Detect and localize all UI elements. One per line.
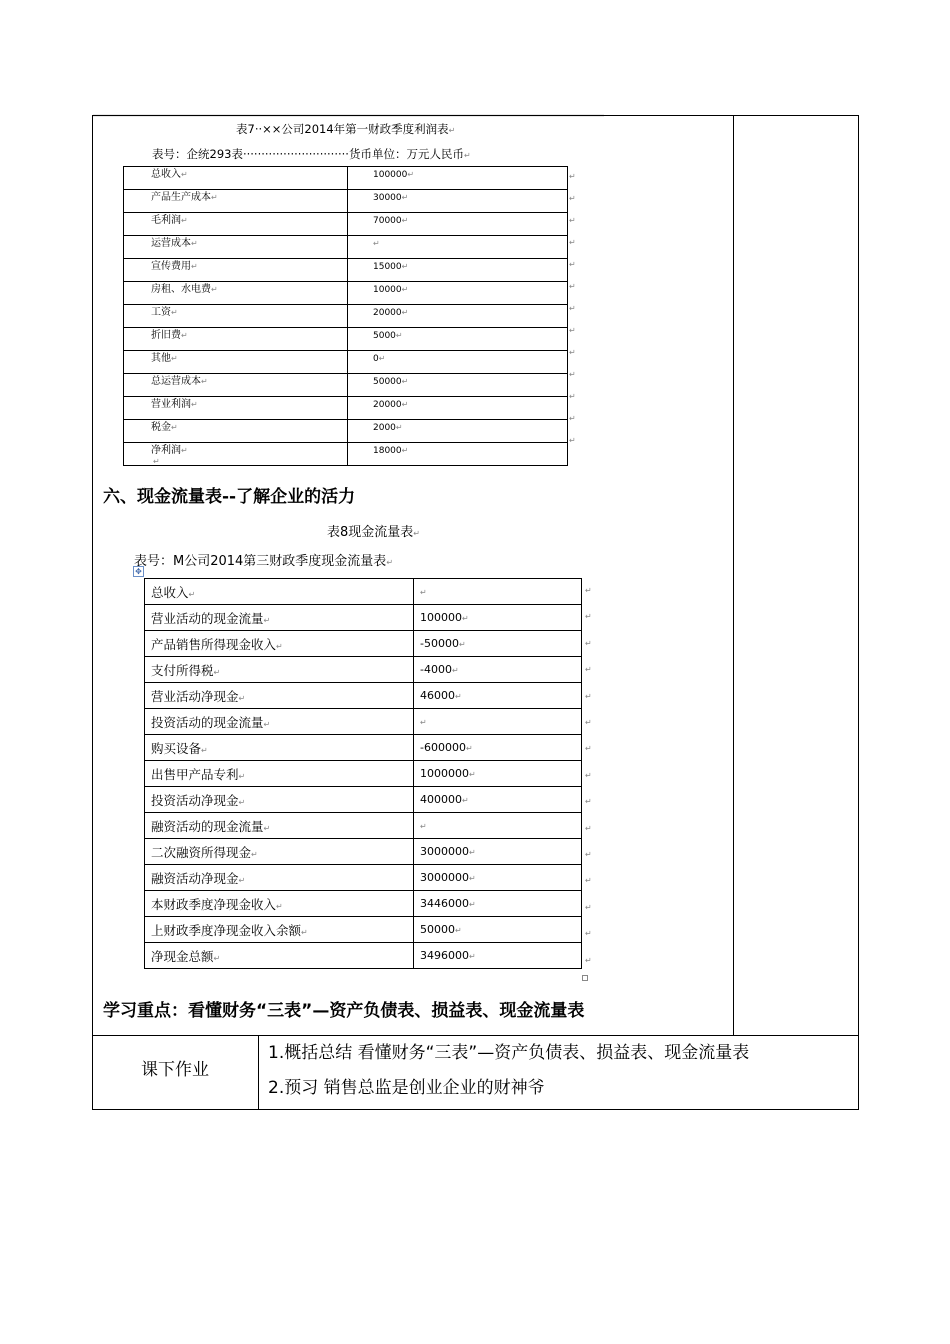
paragraph-mark: ↵	[153, 457, 160, 466]
cashflow-value: 100000	[420, 611, 462, 624]
cashflow-value-cell: -4000↵	[414, 657, 582, 683]
row-end-mark: ↵	[569, 370, 576, 379]
row-end-mark: ↵	[569, 436, 576, 445]
profit-value-cell: 2000↵	[348, 420, 568, 443]
row-end-mark: ↵	[585, 691, 592, 701]
profit-value-cell: ↵	[348, 236, 568, 259]
profit-label: 总收入	[151, 169, 181, 180]
row-end-mark: ↵	[569, 304, 576, 313]
table-row	[145, 605, 582, 631]
profit-label-cell: 净利润↵	[124, 443, 348, 466]
row-end-mark: ↵	[569, 260, 576, 269]
profit-label-cell: 工资↵	[124, 305, 348, 328]
row-end-mark: ↵	[585, 955, 592, 965]
table-resize-handle-icon[interactable]	[582, 975, 588, 981]
profit-value: 70000	[373, 216, 402, 226]
profit-label: 产品生产成本	[151, 192, 211, 203]
profit-value: 2000	[373, 423, 396, 433]
cashflow-label-cell: 二次融资所得现金↵	[145, 839, 414, 865]
frame-border-right	[858, 115, 859, 1110]
table-row	[145, 657, 582, 683]
profit-label-cell: 折旧费↵	[124, 328, 348, 351]
cashflow-label-cell: 上财政季度净现金收入余额↵	[145, 917, 414, 943]
row-end-mark: ↵	[569, 392, 576, 401]
cashflow-label-cell: 投资活动的现金流量↵	[145, 709, 414, 735]
profit-label: 折旧费	[151, 330, 181, 341]
section-heading: 六、现金流量表--了解企业的活力	[103, 487, 356, 507]
table-row	[124, 420, 568, 443]
cashflow-label: 净现金总额	[151, 948, 214, 964]
table-row	[145, 787, 582, 813]
cashflow-value: 3000000	[420, 871, 469, 884]
profit-value: 0	[373, 354, 379, 364]
profit-value: 100000	[373, 170, 408, 180]
row-end-mark: ↵	[569, 238, 576, 247]
cashflow-label-cell: 营业活动净现金↵	[145, 683, 414, 709]
table-row	[124, 397, 568, 420]
cashflow-value: 50000	[420, 923, 455, 936]
cashflow-value: 1000000	[420, 767, 469, 780]
table-row	[145, 943, 582, 969]
table-row	[145, 891, 582, 917]
profit-label: 总运营成本	[151, 376, 201, 387]
cashflow-label-cell: 购买设备↵	[145, 735, 414, 761]
profit-value-cell: 50000↵	[348, 374, 568, 397]
profit-value: 20000	[373, 400, 402, 410]
profit-label-cell: 税金↵	[124, 420, 348, 443]
table-row	[124, 328, 568, 351]
profit-value: 20000	[373, 308, 402, 318]
cashflow-value: -600000	[420, 741, 466, 754]
cashflow-label: 投资活动净现金	[151, 792, 239, 808]
row-end-mark: ↵	[569, 282, 576, 291]
profit-value-cell: 20000↵	[348, 305, 568, 328]
table8-title: 表8现金流量表↵	[327, 525, 420, 540]
cashflow-table	[144, 578, 582, 969]
cashflow-value-cell: -600000↵	[414, 735, 582, 761]
profit-label-cell: 总收入↵	[124, 167, 348, 190]
row-end-mark: ↵	[585, 850, 592, 859]
row-end-mark: ↵	[585, 823, 592, 833]
table-row	[124, 167, 568, 190]
profit-value-cell: 70000↵	[348, 213, 568, 236]
profit-value-cell: 15000↵	[348, 259, 568, 282]
table-row	[124, 351, 568, 374]
profit-value: 30000	[373, 193, 402, 203]
table-row	[145, 865, 582, 891]
homework-item: 2.预习 销售总监是创业企业的财神爷	[268, 1078, 545, 1098]
cashflow-value-cell: 3000000↵	[414, 865, 582, 891]
homework-item: 1.概括总结 看懂财务“三表”—资产负债表、损益表、现金流量表	[268, 1043, 750, 1063]
cashflow-value-cell: 3496000↵	[414, 943, 582, 969]
row-end-mark: ↵	[585, 638, 592, 648]
profit-value-cell: 0↵	[348, 351, 568, 374]
row-end-mark: ↵	[585, 902, 592, 912]
cashflow-value-cell: 400000↵	[414, 787, 582, 813]
cashflow-label: 上财政季度净现金收入余额	[151, 922, 302, 938]
frame-row-divider	[92, 1035, 859, 1036]
row-end-mark: ↵	[585, 665, 592, 675]
cashflow-value-cell: ↵	[414, 813, 582, 839]
table-row	[124, 305, 568, 328]
cashflow-label-cell: 融资活动净现金↵	[145, 865, 414, 891]
table-row	[145, 709, 582, 735]
table-row	[145, 813, 582, 839]
profit-label-cell: 产品生产成本↵	[124, 190, 348, 213]
table-row	[124, 236, 568, 259]
cashflow-value-cell: 1000000↵	[414, 761, 582, 787]
learning-focus: 学习重点：看懂财务“三表”—资产负债表、损益表、现金流量表	[103, 1001, 585, 1021]
profit-value: 10000	[373, 285, 402, 295]
cashflow-label: 支付所得税	[151, 662, 214, 678]
cashflow-value-cell: ↵	[414, 709, 582, 735]
row-end-mark: ↵	[585, 876, 592, 886]
profit-label-cell: 宣传费用↵	[124, 259, 348, 282]
cashflow-label: 投资活动的现金流量	[151, 714, 264, 730]
profit-value: 5000	[373, 331, 396, 341]
cashflow-label: 营业活动净现金	[151, 688, 239, 704]
cashflow-value-cell: 3446000↵	[414, 891, 582, 917]
profit-label-cell: 营业利润↵	[124, 397, 348, 420]
cashflow-value: 3446000	[420, 897, 469, 910]
table-row	[145, 579, 582, 605]
cashflow-label: 融资活动的现金流量	[151, 818, 264, 834]
cashflow-value: 3496000	[420, 949, 469, 962]
table-row	[124, 282, 568, 305]
profit-label: 税金	[151, 422, 171, 433]
cashflow-value-cell: ↵	[414, 579, 582, 605]
cashflow-label-cell: 营业活动的现金流量↵	[145, 605, 414, 631]
cashflow-value-cell: 100000↵	[414, 605, 582, 631]
row-end-mark: ↵	[585, 797, 592, 807]
cashflow-label-cell: 投资活动净现金↵	[145, 787, 414, 813]
profit-label: 宣传费用	[151, 261, 191, 272]
profit-value-cell: 10000↵	[348, 282, 568, 305]
row-end-mark: ↵	[569, 172, 576, 181]
row-end-mark: ↵	[585, 586, 592, 595]
homework-label: 课下作业	[141, 1060, 209, 1080]
cashflow-label: 营业活动的现金流量	[151, 610, 264, 626]
row-end-mark: ↵	[569, 216, 576, 225]
profit-label: 毛利润	[151, 215, 181, 226]
frame-border-bottom	[92, 1109, 859, 1110]
profit-value-cell: 5000↵	[348, 328, 568, 351]
cashflow-value: 46000	[420, 689, 455, 702]
cashflow-value-cell: 3000000↵	[414, 839, 582, 865]
row-end-mark: ↵	[585, 718, 592, 727]
profit-label-cell: 其他↵	[124, 351, 348, 374]
profit-label: 工资	[151, 307, 171, 318]
table-row	[145, 839, 582, 865]
frame-border-left	[92, 115, 93, 1110]
cashflow-value: 400000	[420, 793, 462, 806]
cashflow-label-cell: 融资活动的现金流量↵	[145, 813, 414, 839]
cashflow-label: 购买设备	[151, 740, 202, 756]
profit-label: 房租、水电费	[151, 284, 211, 295]
table-move-handle-icon[interactable]: ✥	[133, 566, 144, 577]
profit-value-cell: 20000↵	[348, 397, 568, 420]
row-end-mark: ↵	[569, 348, 576, 357]
cashflow-value-cell: 50000↵	[414, 917, 582, 943]
profit-value: 18000	[373, 446, 402, 456]
cashflow-label: 融资活动净现金	[151, 870, 239, 886]
table-row	[145, 683, 582, 709]
table-row	[124, 259, 568, 282]
table-row	[124, 374, 568, 397]
frame-border-top	[92, 115, 859, 116]
cashflow-label-cell: 支付所得税↵	[145, 657, 414, 683]
cashflow-label: 二次融资所得现金	[151, 844, 252, 860]
row-end-mark: ↵	[585, 770, 592, 780]
profit-value: 15000	[373, 262, 402, 272]
cashflow-value: -50000	[420, 637, 459, 650]
table-row	[124, 213, 568, 236]
table7-meta: 表号：企统293表·····························货币单位：万元人民币↵	[152, 147, 471, 161]
cashflow-label-cell: 产品销售所得现金收入↵	[145, 631, 414, 657]
profit-label: 运营成本	[151, 238, 191, 249]
frame-column-divider	[733, 115, 734, 1036]
homework-column-divider	[258, 1035, 259, 1110]
cashflow-value: -4000	[420, 663, 452, 676]
profit-label: 净利润	[151, 445, 181, 456]
profit-value-cell: 18000↵	[348, 443, 568, 466]
row-end-mark: ↵	[585, 612, 592, 622]
profit-label: 其他	[151, 353, 171, 364]
profit-value-cell: 30000↵	[348, 190, 568, 213]
cashflow-label-cell: 总收入↵	[145, 579, 414, 605]
cashflow-value-cell: 46000↵	[414, 683, 582, 709]
profit-label-cell: 运营成本↵	[124, 236, 348, 259]
table-row	[124, 443, 568, 466]
cashflow-label-cell: 出售甲产品专利↵	[145, 761, 414, 787]
cashflow-label: 总收入	[151, 584, 189, 600]
profit-value-cell: 100000↵	[348, 167, 568, 190]
profit-value: 50000	[373, 377, 402, 387]
profit-label-cell: 房租、水电费↵	[124, 282, 348, 305]
row-end-mark: ↵	[585, 744, 592, 754]
row-end-mark: ↵	[569, 414, 576, 423]
table-row	[145, 735, 582, 761]
cashflow-label-cell: 净现金总额↵	[145, 943, 414, 969]
table8-meta: 表号：M公司2014第三财政季度现金流量表↵	[134, 554, 394, 569]
cashflow-label: 本财政季度净现金收入	[151, 896, 277, 912]
table-row	[145, 631, 582, 657]
cashflow-value-cell: -50000↵	[414, 631, 582, 657]
profit-label-cell: 毛利润↵	[124, 213, 348, 236]
profit-label-cell: 总运营成本↵	[124, 374, 348, 397]
table-row	[145, 761, 582, 787]
row-end-mark: ↵	[569, 194, 576, 203]
cashflow-label: 产品销售所得现金收入	[151, 636, 277, 652]
cashflow-label: 出售甲产品专利	[151, 766, 239, 782]
profit-label: 营业利润	[151, 399, 191, 410]
cashflow-value: 3000000	[420, 845, 469, 858]
row-end-mark: ↵	[569, 326, 576, 335]
profit-table	[123, 166, 568, 466]
table-row	[124, 190, 568, 213]
cashflow-label-cell: 本财政季度净现金收入↵	[145, 891, 414, 917]
table-row	[145, 917, 582, 943]
table7-title: 表7··××公司2014年第一财政季度利润表↵	[236, 122, 456, 136]
row-end-mark: ↵	[585, 929, 592, 939]
